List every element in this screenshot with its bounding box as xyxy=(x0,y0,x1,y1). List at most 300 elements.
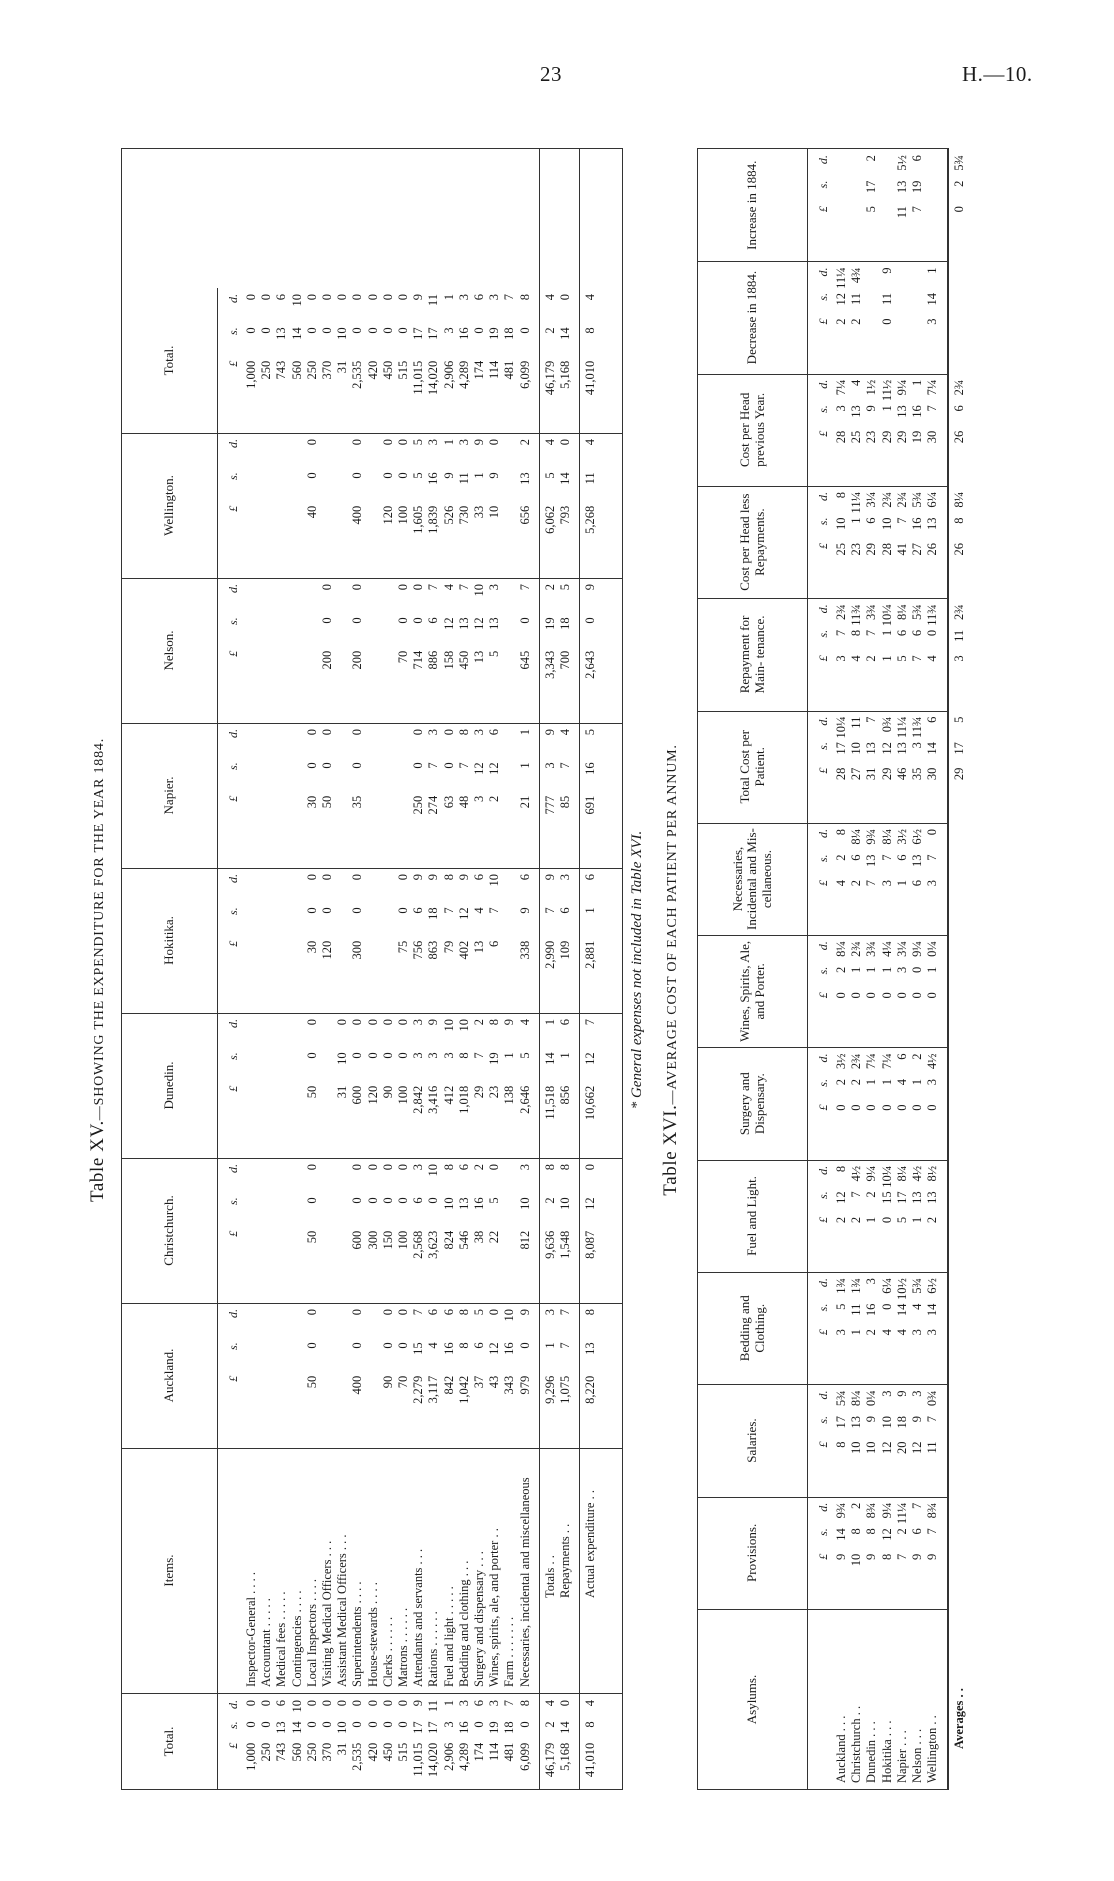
table-xv-row-16-col-2 xyxy=(487,1303,501,1448)
table-xvi-header-4: Fuel and Light. xyxy=(698,1160,808,1272)
table-xv-row-9-col-8 xyxy=(381,433,395,578)
table-xv-cell-shillings: 0 xyxy=(350,1342,365,1349)
table-xv-header-8: Wellington. xyxy=(122,433,218,578)
table-xv-item-label: Repayments . . xyxy=(558,1523,572,1598)
table-xv-cell-pounds: 120 xyxy=(320,940,334,960)
table-xv-cell-pence: 0 xyxy=(304,729,319,736)
table-xvi-units-4 xyxy=(816,1160,830,1272)
table-xvi-col-7 xyxy=(698,823,948,936)
table-xv-row-9-col-4 xyxy=(381,1013,395,1158)
table-xvi-cell-pounds: 9 xyxy=(925,1553,940,1560)
table-xvi-cell-pounds: 3 xyxy=(925,318,940,325)
table-xvi-cell-shillings: 4 xyxy=(910,1303,924,1310)
table-xv-row-2-col-7 xyxy=(274,578,288,723)
table-xv-total-pence: 0 xyxy=(380,294,395,301)
table-xv-col-3 xyxy=(122,1158,622,1304)
table-xvi-cell-pence: 4¼ xyxy=(879,941,894,957)
table-xvi-cell-shillings: 18 xyxy=(894,1415,909,1429)
table-xvi-cell-pence: 11¼ xyxy=(849,492,864,514)
table-xv-total-pounds: 250 xyxy=(259,1742,274,1762)
table-xvi-cell-pence: 9¾ xyxy=(834,1502,848,1519)
table-xv-cell-pence: 0 xyxy=(350,729,365,736)
table-xvi-cell-shillings: 6 xyxy=(894,629,909,637)
table-xv-total-pounds: 11,015 xyxy=(411,1742,426,1777)
table-xv-header-7: Nelson. xyxy=(122,578,218,723)
table-xvi-cell-shillings: 2 xyxy=(834,966,848,973)
table-xv-total-pence: 0 xyxy=(350,294,365,301)
table-xv-cell-pence: 4 xyxy=(441,584,456,591)
table-xvi-cell-shillings: 2 xyxy=(952,180,967,187)
table-xv-row-1-col-4 xyxy=(259,1013,273,1158)
table-xv-cell-pence: 3 xyxy=(456,439,471,446)
table-xv-total-shillings: 0 xyxy=(517,327,532,334)
table-xvi-cell-shillings: 8 xyxy=(849,629,864,637)
table-xv-row-1-col-2 xyxy=(259,1303,273,1448)
table-xv-cell-shillings: 12 xyxy=(456,907,471,920)
table-xv-cell-pence: 10 xyxy=(441,1019,456,1032)
table-xvi-cell-pence: 2¾ xyxy=(849,941,864,957)
table-xv-row-1-col-5 xyxy=(259,868,273,1013)
table-xv-total-pounds: 6,099 xyxy=(517,360,532,389)
table-xvi-cell-shillings: 9 xyxy=(864,1415,879,1423)
table-xv-cell-pence: 0 xyxy=(380,1019,395,1026)
table-xvi-unit-shillings: s. xyxy=(816,1191,830,1200)
table-xv-cell-pounds: 3 xyxy=(472,795,486,802)
table-xv-row-7-col-9 xyxy=(350,288,364,433)
table-xvi-cell-pence: 8 xyxy=(834,828,848,836)
table-xvi-cell-pence: 3¾ xyxy=(864,604,879,620)
table-xvi-cell-shillings: 8 xyxy=(849,1528,864,1535)
table-xvi-row-4-col-1 xyxy=(895,1497,909,1609)
table-xvi-row-2-col-12 xyxy=(864,261,878,373)
table-xv-cell-shillings: 0 xyxy=(380,1197,395,1204)
table-xv-cell-shillings: 0 xyxy=(380,1342,395,1349)
table-xv-row-9-col-0 xyxy=(381,1694,395,1789)
table-xv-cell-shillings: 0 xyxy=(304,907,319,914)
table-xvi-cell-shillings: 14 xyxy=(925,1303,940,1317)
table-xv-cell-shillings: 1 xyxy=(502,1052,517,1059)
table-xvi-cell-pence: 3 xyxy=(910,1390,924,1397)
table-xvi-cell-pounds: 27 xyxy=(910,543,924,556)
table-xv-row-13-col-3 xyxy=(442,1158,456,1303)
table-xvi-row-4-col-13 xyxy=(895,149,909,261)
table-xv-total-shillings: 13 xyxy=(274,327,289,340)
table-xvi-cell-pounds: 9 xyxy=(910,1553,924,1560)
table-xv-total-shillings: 14 xyxy=(558,327,572,340)
table-xv-cell-pence: 8 xyxy=(441,1164,456,1171)
table-xv-cell-shillings: 3 xyxy=(411,1052,426,1059)
table-xvi-unit-shillings: s. xyxy=(816,1303,830,1312)
table-xvi-cell-shillings: 10 xyxy=(879,517,894,531)
table-xvi-unit-shillings: s. xyxy=(816,966,830,975)
table-xvi-cell-pounds: 2 xyxy=(864,1329,879,1336)
table-xv-cell-pounds: 48 xyxy=(456,795,471,809)
table-xv-unit-pence: d. xyxy=(226,729,240,739)
table-xv-row-0-col-0 xyxy=(244,1694,258,1789)
table-xv-total-pounds: 370 xyxy=(320,1742,334,1762)
table-xv-cell-shillings: 1 xyxy=(558,1052,572,1059)
table-xv-cell-pence: 0 xyxy=(558,439,572,446)
table-xvi-cell-pounds: 0 xyxy=(910,992,924,999)
table-xv-total-pence: 11 xyxy=(426,1700,441,1713)
table-xvi-row-1-col-4 xyxy=(849,1160,863,1272)
table-xv-footnote: * General expenses not included in Table XVI. xyxy=(629,830,645,1110)
table-xvi-row-0-col-9 xyxy=(834,598,848,710)
table-xv-total-pounds: 41,010 xyxy=(583,360,598,396)
table-xv-row-12-col-8 xyxy=(426,433,440,578)
table-xv-row-6-col-4 xyxy=(335,1013,349,1158)
table-xv-cell-shillings: 12 xyxy=(487,762,502,775)
table-xv-cell-shillings: 0 xyxy=(396,472,410,479)
table-xvi-row-4-col-2 xyxy=(895,1384,909,1496)
table-xv-cell-pounds: 40 xyxy=(304,505,319,519)
table-xv-total-pounds: 2,906 xyxy=(441,360,456,389)
table-xv-row-5-col-4 xyxy=(320,1013,334,1158)
table-xv-cell-pence: 3 xyxy=(542,1309,557,1316)
table-xv-row-17-col-7 xyxy=(502,578,516,723)
table-xvi-cell-pence: 8 xyxy=(834,492,848,499)
table-xv-cell-pounds: 85 xyxy=(558,795,572,809)
table-xvi-title-main: Table XVI xyxy=(660,1109,681,1196)
table-xvi-units-10 xyxy=(816,486,830,598)
table-xv-row-14-col-8 xyxy=(457,433,471,578)
table-xv-cell-shillings: 6 xyxy=(558,907,572,914)
table-xvi-col-0 xyxy=(698,1610,967,1789)
table-xvi-cell-shillings: 0 xyxy=(925,629,940,637)
table-xv-cell-pence: 0 xyxy=(350,584,365,591)
table-xvi-cell-pence: 7¼ xyxy=(834,379,848,396)
table-xv-row-11-col-0 xyxy=(411,1694,425,1789)
table-xvi-cell-pounds: 7 xyxy=(864,879,879,887)
table-xv-row-5-col-3 xyxy=(320,1158,334,1303)
table-xv-cell-shillings: 18 xyxy=(426,907,441,920)
table-xvi-row-4-col-8 xyxy=(895,711,909,823)
table-xvi-cell-shillings: 17 xyxy=(894,1191,909,1204)
table-xv-unit-pounds: £ xyxy=(226,505,240,512)
table-xv-total-shillings: 2 xyxy=(542,1721,557,1728)
table-xv-total-pence: 0 xyxy=(396,294,410,301)
table-xvi-cell-shillings: 1 xyxy=(910,1079,924,1086)
table-xv-cell-pounds: 1,075 xyxy=(558,1375,572,1404)
table-xvi-cell-pounds: 9 xyxy=(834,1553,848,1560)
table-xvi-units-5 xyxy=(816,1048,830,1160)
table-xv-cell-pence: 4 xyxy=(517,1019,532,1026)
table-xv-cell-shillings: 0 xyxy=(350,617,365,624)
table-xvi-cell-pence: 8¼ xyxy=(834,941,848,957)
table-xv-row-repayments-col-8 xyxy=(558,433,572,578)
table-xv-total-pounds: 560 xyxy=(289,1742,304,1762)
table-xvi-cell-shillings: 13 xyxy=(849,405,864,418)
table-xvi-cell-pence: 6½ xyxy=(925,1278,940,1294)
table-xv-cell-shillings: 14 xyxy=(542,1052,557,1065)
table-xvi-cell-pence: 3¾ xyxy=(864,941,879,957)
table-xv-cell-pounds: 22 xyxy=(487,1230,502,1244)
table-xv-cell-pounds: 645 xyxy=(517,650,532,670)
table-xv-col-5 xyxy=(122,868,622,1014)
table-xv-cell-pence: 0 xyxy=(396,1019,410,1026)
table-xv-total-pounds: 6,099 xyxy=(517,1742,532,1771)
table-xv-unit-pence: d. xyxy=(226,439,240,449)
table-xv-cell-pounds: 5 xyxy=(487,650,502,657)
table-xv-total-pounds: 5,168 xyxy=(558,360,572,389)
table-xvi-unit-pence: d. xyxy=(816,155,830,165)
table-xv-total-pence: 4 xyxy=(542,294,557,301)
table-xvi-cell-shillings: 1 xyxy=(925,966,940,973)
table-xv-cell-shillings: 0 xyxy=(350,907,365,914)
table-xv-total-shillings: 0 xyxy=(244,327,258,334)
table-xvi-row-3-col-2 xyxy=(880,1384,894,1496)
table-xv-cell-shillings: 11 xyxy=(583,472,598,485)
table-xvi-cell-shillings: 6 xyxy=(894,854,909,861)
table-xvi-cell-shillings: 13 xyxy=(849,1415,864,1429)
table-xvi-cell-pence: 2¾ xyxy=(849,1053,864,1070)
table-xv-cell-pence: 9 xyxy=(472,439,486,446)
table-xv-total-pounds: 1,000 xyxy=(244,360,258,389)
table-xv-total-shillings: 0 xyxy=(244,1721,258,1728)
table-xvi-cell-pence: 4¾ xyxy=(849,267,864,284)
table-xv-row-3-col-4 xyxy=(290,1013,304,1158)
table-xvi-cell-pence: 6¼ xyxy=(925,492,940,508)
table-xv-cell-shillings: 16 xyxy=(502,1342,517,1355)
table-xv-row-7-col-1 xyxy=(350,1448,364,1693)
table-xvi-cell-shillings: 10 xyxy=(834,517,848,531)
table-xv-row-0-col-6 xyxy=(244,723,258,868)
table-xvi-row-6-col-9 xyxy=(925,598,939,710)
table-xv-unit-pounds: £ xyxy=(226,1375,240,1382)
table-xv-row-16-col-4 xyxy=(487,1013,501,1158)
table-xvi-cell-pence: 8¼ xyxy=(894,1165,909,1182)
table-xvi-unit-pence: d. xyxy=(816,379,830,389)
table-xv-row-18-col-6 xyxy=(518,723,532,868)
table-xvi-unit-shillings: s. xyxy=(816,517,830,526)
table-xvi-cell-shillings: 7 xyxy=(925,1415,940,1423)
table-xv-cell-shillings: 0 xyxy=(365,1197,380,1204)
table-xv-cell-shillings: 0 xyxy=(426,1197,441,1204)
table-xv-total-shillings: 0 xyxy=(320,1721,334,1728)
table-xv-cell-pounds: 29 xyxy=(472,1085,486,1099)
table-xv-cell-shillings: 9 xyxy=(441,472,456,479)
table-xvi-cell-pounds: 5 xyxy=(864,206,879,213)
table-xvi-row-3-col-5 xyxy=(880,1048,894,1160)
table-xvi-cell-shillings: 3 xyxy=(910,742,924,749)
table-xv-row-11-col-8 xyxy=(411,433,425,578)
table-xv-cell-shillings: 0 xyxy=(350,1197,365,1204)
table-xv-cell-shillings: 5 xyxy=(517,1052,532,1059)
table-xv-cell-pounds: 343 xyxy=(502,1375,517,1395)
table-xvi-cell-shillings: 12 xyxy=(879,742,894,755)
table-xv-cell-pounds: 250 xyxy=(411,795,426,815)
table-xv-cell-pence: 0 xyxy=(487,439,502,446)
table-xv-row-actual-col-4 xyxy=(583,1013,597,1158)
table-xvi-row-2-col-9 xyxy=(864,598,878,710)
table-xv-cell-shillings: 13 xyxy=(456,617,471,630)
table-xvi-cell-pounds: 26 xyxy=(952,430,967,444)
table-xvi-cell-pounds: 4 xyxy=(894,1329,909,1336)
table-xvi-row-0-col-1 xyxy=(834,1497,848,1609)
table-xv-total-pence: 0 xyxy=(259,1700,274,1707)
table-xv-total-pence: 0 xyxy=(304,1700,319,1707)
table-xvi-cell-shillings: 13 xyxy=(864,742,879,755)
table-xv-row-15-col-2 xyxy=(472,1303,486,1448)
table-xv-row-10-col-6 xyxy=(396,723,410,868)
table-xvi-cell-pounds: 1 xyxy=(894,879,909,887)
table-xvi-cell-pence: 3¼ xyxy=(864,492,879,508)
table-xv-cell-pence: 0 xyxy=(441,729,456,736)
table-xvi-col-13 xyxy=(698,149,967,262)
table-xvi-cell-pounds: 8 xyxy=(879,1553,894,1560)
table-xvi-row-3-col-9 xyxy=(880,598,894,710)
table-xv-cell-pounds: 824 xyxy=(441,1230,456,1250)
table-xvi-unit-pence: d. xyxy=(816,1053,830,1063)
table-xv-row-5-col-7 xyxy=(320,578,334,723)
table-xv-cell-shillings: 0 xyxy=(411,617,426,624)
table-xvi-cell-pounds: 28 xyxy=(834,430,848,444)
table-xvi-row-4-col-9 xyxy=(895,598,909,710)
table-xvi-cell-pence: 9¾ xyxy=(864,828,879,845)
table-xv-cell-pounds: 546 xyxy=(456,1230,471,1250)
table-xv-total-pounds: 114 xyxy=(487,360,502,380)
table-xv-cell-shillings: 0 xyxy=(517,1342,532,1349)
table-xv-row-11-col-1 xyxy=(411,1448,425,1693)
table-xv-cell-pounds: 150 xyxy=(380,1230,395,1250)
table-xv-cell-shillings: 12 xyxy=(583,1197,598,1210)
table-xv-item-label: Totals . . xyxy=(542,1555,557,1598)
table-xv-item-label: Attendants and servants . . . xyxy=(411,1548,426,1687)
table-xv-total-pounds: 14,020 xyxy=(426,360,441,396)
table-xv-row-1-col-8 xyxy=(259,433,273,578)
table-xv-row-14-col-7 xyxy=(457,578,471,723)
table-xvi-unit-pounds: £ xyxy=(816,543,830,550)
table-xv-row-15-col-5 xyxy=(472,868,486,1013)
table-xvi-col-10 xyxy=(698,486,967,599)
table-xv-row-2-col-9 xyxy=(274,288,288,433)
table-xv-total-pence: 4 xyxy=(542,1700,557,1707)
table-xv-total-shillings: 3 xyxy=(441,1721,456,1728)
table-xv-cell-pence: 1 xyxy=(517,729,532,736)
table-xvi-cell-shillings: 0 xyxy=(910,966,924,973)
table-xv-total-pounds: 2,535 xyxy=(350,360,365,389)
table-xv-row-4-col-8 xyxy=(305,433,319,578)
table-xv-row-repayments-col-6 xyxy=(558,723,572,868)
table-xvi-row-4-col-7 xyxy=(895,823,909,935)
table-xvi-cell-pence: 9¼ xyxy=(910,941,924,957)
table-xv-total-pence: 0 xyxy=(350,1700,365,1707)
table-xv-row-9-col-1 xyxy=(381,1448,395,1693)
table-xv-cell-pounds: 10 xyxy=(487,505,502,519)
table-xvi-row-1-col-0 xyxy=(849,1610,863,1789)
table-xv-cell-pence: 0 xyxy=(350,874,365,881)
table-xv-cell-pence: 0 xyxy=(304,439,319,446)
table-xvi-cell-pounds: 29 xyxy=(879,430,894,444)
table-xv-row-10-col-7 xyxy=(396,578,410,723)
table-xv-cell-pounds: 863 xyxy=(426,940,441,960)
table-xvi-row-5-col-12 xyxy=(910,261,924,373)
table-xvi-row-3-col-0 xyxy=(880,1610,894,1789)
table-xvi-cell-pence: 2 xyxy=(910,1053,924,1060)
table-xv-total-pence: 6 xyxy=(274,1700,289,1707)
table-xvi-cell-shillings: 1 xyxy=(879,966,894,973)
table-xv-row-0-col-7 xyxy=(244,578,258,723)
table-xvi-cell-pence: 11¼ xyxy=(834,267,848,289)
table-xv-total-shillings: 0 xyxy=(365,327,380,334)
table-xv-cell-pence: 4 xyxy=(542,439,557,446)
table-xv-cell-pence: 0 xyxy=(380,439,395,446)
table-xvi-cell-shillings: 5 xyxy=(834,1303,848,1310)
table-xv-row-6-col-9 xyxy=(335,288,349,433)
table-xv-total-pence: 0 xyxy=(244,294,258,301)
table-xvi-cell-shillings: 3 xyxy=(834,405,848,412)
table-xv-total-pounds: 420 xyxy=(365,360,380,380)
table-xvi-cell-pence: 11¼ xyxy=(894,1502,909,1525)
table-xv-cell-pounds: 1,042 xyxy=(456,1375,471,1404)
table-xv-cell-pence: 3 xyxy=(472,729,486,736)
table-xv-cell-pence: 6 xyxy=(472,874,486,881)
table-xv-cell-pence: 0 xyxy=(487,1309,502,1316)
table-xvi-row-3-col-6 xyxy=(880,935,894,1047)
table-xv-cell-pounds: 100 xyxy=(396,1230,410,1250)
table-xv-col-9 xyxy=(122,288,622,434)
table-xv-total-pounds: 5,168 xyxy=(558,1742,572,1771)
table-xv-cell-pounds: 200 xyxy=(320,650,334,670)
table-xv-cell-shillings: 0 xyxy=(396,617,410,624)
table-xv-cell-pence: 0 xyxy=(335,1019,350,1026)
table-xvi-cell-shillings: 7 xyxy=(864,629,879,637)
table-xvi-row-6-col-11 xyxy=(925,374,939,486)
table-xvi-cell-pounds: 12 xyxy=(879,1441,894,1454)
table-xvi-cell-pence: 1 xyxy=(910,379,924,386)
table-xvi-header-3: Bedding and Clothing. xyxy=(698,1272,808,1384)
table-xvi-cell-shillings: 13 xyxy=(894,180,909,194)
table-xvi-cell-pence: 2¾ xyxy=(952,604,967,620)
table-xvi-cell-pence: 2¾ xyxy=(894,492,909,508)
table-xv-row-12-col-3 xyxy=(426,1158,440,1303)
table-xv-total-pence: 0 xyxy=(558,294,572,301)
table-xv-cell-shillings: 7 xyxy=(441,907,456,914)
table-xvi-cell-shillings: 17 xyxy=(864,180,879,194)
table-xv-row-8-col-2 xyxy=(366,1303,380,1448)
table-xvi-cell-pounds: 46 xyxy=(894,767,909,781)
table-xv-cell-pounds: 979 xyxy=(517,1375,532,1395)
table-xvi-cell-shillings: 13 xyxy=(910,1191,924,1204)
table-xvi-row-averages-col-7 xyxy=(952,823,966,935)
table-xv-total-shillings: 0 xyxy=(320,327,334,334)
table-xv-cell-pounds: 2,842 xyxy=(411,1085,426,1114)
table-xv-row-6-col-5 xyxy=(335,868,349,1013)
table-xv-row-3-col-9 xyxy=(290,288,304,433)
table-xv-cell-shillings: 3 xyxy=(441,1052,456,1059)
table-xv-cell-pounds: 2,279 xyxy=(411,1375,426,1404)
table-xv-row-13-col-5 xyxy=(442,868,456,1013)
table-xvi-unit-pounds: £ xyxy=(816,206,830,213)
table-xv-cell-shillings: 3 xyxy=(426,1052,441,1059)
table-xvi-row-averages-col-10 xyxy=(952,486,966,598)
table-xvi-cell-shillings: 13 xyxy=(925,517,940,531)
table-xvi-cell-shillings: 11 xyxy=(952,629,967,642)
table-xv-row-7-col-4 xyxy=(350,1013,364,1158)
table-xv-total-pence: 0 xyxy=(365,294,380,301)
table-xvi-cell-pence: 9¼ xyxy=(894,379,909,396)
table-xvi-cell-pounds: 41 xyxy=(894,543,909,556)
table-xvi-row-2-col-1 xyxy=(864,1497,878,1609)
table-xv-row-5-col-5 xyxy=(320,868,334,1013)
table-xv-cell-pounds: 158 xyxy=(441,650,456,670)
table-xv-cell-pounds: 13 xyxy=(472,650,486,664)
table-xvi-cell-shillings: 7 xyxy=(925,854,940,861)
table-xv-cell-pence: 3 xyxy=(426,439,441,446)
table-xv-cell-pence: 7 xyxy=(517,584,532,591)
table-xvi-row-2-col-6 xyxy=(864,935,878,1047)
table-xv-cell-pounds: 30 xyxy=(304,795,319,809)
